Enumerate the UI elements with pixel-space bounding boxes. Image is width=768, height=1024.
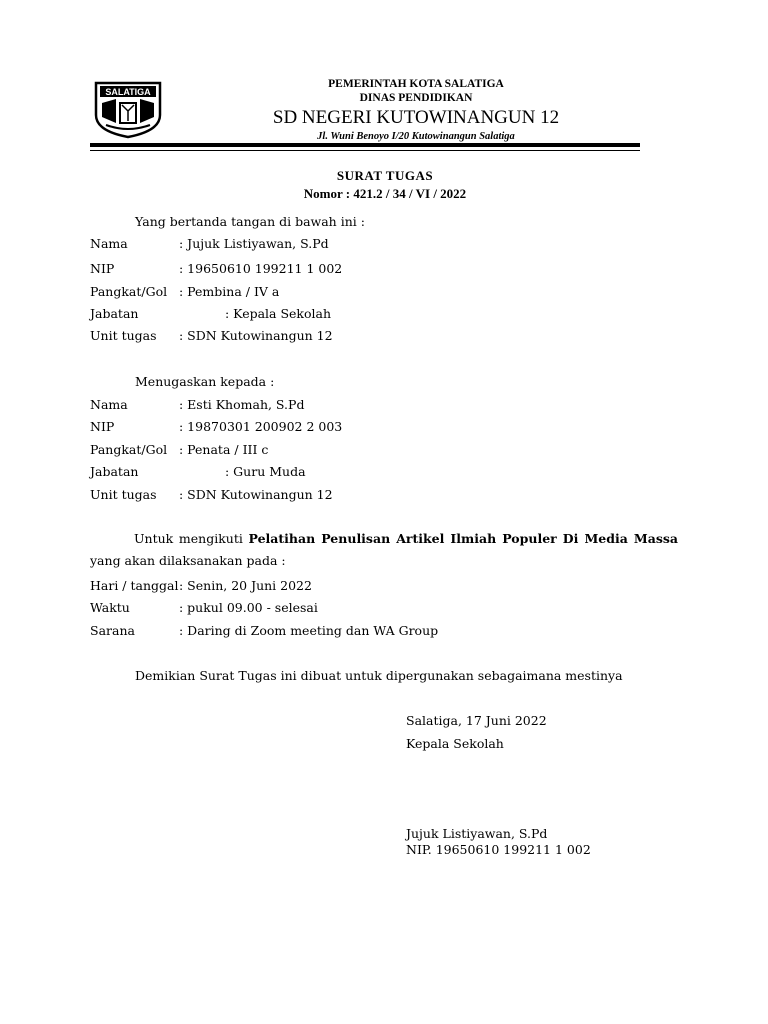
field-label: NIP: [90, 419, 115, 434]
field-value: : Penata / III c: [179, 442, 269, 457]
letterhead-department: DINAS PENDIDIKAN: [359, 92, 473, 104]
field-value: : Senin, 20 Juni 2022: [179, 578, 312, 593]
field-label: Unit tugas: [90, 487, 157, 502]
field-value: : Pembina / IV a: [179, 284, 280, 299]
letterhead-rule-thick: [90, 143, 640, 147]
field-label: Waktu: [90, 600, 130, 615]
letterhead-school: SD NEGERI KUTOWINANGUN 12: [272, 107, 560, 128]
field-label: Nama: [90, 397, 128, 412]
logo-text: SALATIGA: [105, 87, 151, 97]
field-value: : Guru Muda: [225, 464, 306, 479]
field-label: Unit tugas: [90, 328, 157, 343]
letter-title: SURAT TUGAS: [336, 168, 434, 183]
letterhead-address: Jl. Wuni Benoyo I/20 Kutowinangun Salatiga: [317, 131, 515, 142]
field-label: Sarana: [90, 623, 135, 638]
letterhead-government: PEMERINTAH KOTA SALATIGA: [328, 78, 504, 90]
letterhead: [200, 77, 632, 143]
signature-name: Jujuk Listiyawan, S.Pd: [406, 826, 548, 841]
field-label: Pangkat/Gol: [90, 442, 168, 457]
signature-position: Kepala Sekolah: [406, 736, 504, 751]
field-label: Nama: [90, 236, 128, 251]
letterhead-rule-thin: [90, 150, 640, 151]
intro-assignee: Menugaskan kepada :: [135, 374, 275, 389]
letter-number: Nomor : 421.2 / 34 / VI / 2022: [303, 186, 467, 201]
field-label: NIP: [90, 261, 115, 276]
field-value: : SDN Kutowinangun 12: [179, 487, 333, 502]
purpose-suffix: yang akan dilaksanakan pada :: [90, 553, 286, 568]
intro-signer: Yang bertanda tangan di bawah ini :: [135, 214, 365, 229]
field-value: : SDN Kutowinangun 12: [179, 328, 333, 343]
field-value: : 19650610 199211 1 002: [179, 261, 343, 276]
closing-sentence: Demikian Surat Tugas ini dibuat untuk dipergunakan sebagaimana mestinya: [135, 668, 623, 683]
field-label: Jabatan: [90, 306, 139, 321]
field-value: : Jujuk Listiyawan, S.Pd: [179, 236, 329, 251]
signature-nip: NIP. 19650610 199211 1 002: [406, 842, 591, 857]
field-label: Hari / tanggal: [90, 578, 179, 593]
field-label: Jabatan: [90, 464, 139, 479]
field-label: Pangkat/Gol: [90, 284, 168, 299]
field-value: : Esti Khomah, S.Pd: [179, 397, 305, 412]
purpose-prefix: Untuk mengikuti: [134, 531, 249, 546]
city-crest-icon: [92, 81, 164, 139]
event-name: Pelatihan Penulisan Artikel Ilmiah Populer Di Media Massa: [248, 531, 678, 546]
field-value: : 19870301 200902 2 003: [179, 419, 343, 434]
field-value: : Kepala Sekolah: [225, 306, 332, 321]
purpose-paragraph: [90, 528, 678, 572]
field-value: : Daring di Zoom meeting dan WA Group: [179, 623, 439, 638]
field-value: : pukul 09.00 - selesai: [179, 600, 318, 615]
signature-place-date: Salatiga, 17 Juni 2022: [406, 713, 547, 728]
